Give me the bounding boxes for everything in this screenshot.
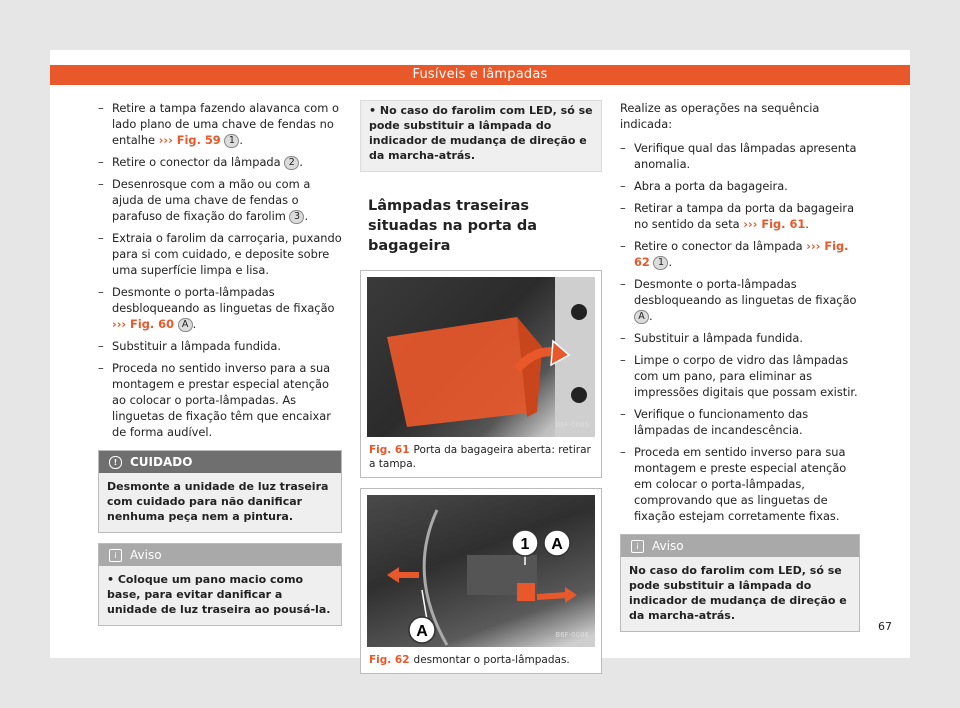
- caution-box: [98, 450, 342, 533]
- figure-caption: Fig. 62 desmontar o porta-lâmpadas.: [369, 654, 570, 666]
- section-title: Lâmpadas traseiras situadas na porta da bagageira: [368, 198, 538, 254]
- step-item: – Substituir a lâmpada fundida.: [98, 338, 342, 354]
- figure-caption: Fig. 61 Porta da bagageira aberta: retirar a tampa.: [369, 444, 591, 470]
- intro-text: Realize as operações na sequência indicada:: [620, 101, 820, 131]
- column-right: [620, 100, 860, 632]
- step-item: – Abra a porta da bagageira.: [620, 178, 860, 194]
- figure-link[interactable]: ››› Fig. 61: [743, 217, 806, 231]
- step-item: – Extraia o farolim da carroçaria, puxando para si com cuidado, e deposite sobre uma superfície limpa e lisa.: [98, 230, 342, 278]
- column-middle: [360, 100, 602, 684]
- page-number: 67: [878, 620, 892, 633]
- info-icon: i: [631, 540, 644, 553]
- caution-header: ! CUIDADO: [99, 451, 341, 473]
- callout-number: 1: [224, 134, 239, 148]
- callout-number: 1: [653, 256, 668, 270]
- callout-number: 3: [289, 210, 304, 224]
- tailgate-illustration: [367, 277, 595, 437]
- figure-link[interactable]: ››› Fig. 59: [158, 133, 221, 147]
- lamp-holder-photo: [367, 495, 595, 647]
- caution-text: Desmonte a unidade de luz traseira com cuidado para não danificar nenhuma peça nem a pintura.: [99, 473, 341, 532]
- step-list: [620, 140, 860, 524]
- step-item: – Proceda em sentido inverso para sua montagem e preste especial atenção em colocar o porta-lâmpadas, comprovando que as linguetas de fixação estejam corretamente fixas.: [620, 444, 860, 524]
- step-list: [98, 100, 342, 440]
- lamp-holder-illustration: [367, 495, 595, 647]
- callout-number: 2: [284, 156, 299, 170]
- step-item: – Verifique o funcionamento das lâmpadas de incandescência.: [620, 406, 860, 438]
- column-left: [98, 100, 342, 626]
- step-item: – Proceda no sentido inverso para a sua montagem e prestar especial atenção ao colocar o porta-lâmpadas. As linguetas de fixação têm que encaixar de forma audível.: [98, 360, 342, 440]
- notice-header: i Aviso: [621, 535, 859, 557]
- step-item: – Desmonte o porta-lâmpadas desbloqueando as linguetas de fixação ››› Fig. 60 A .: [98, 284, 342, 332]
- figure-link[interactable]: ››› Fig. 62: [634, 239, 849, 269]
- notice-text: • Coloque um pano macio como base, para evitar danificar a unidade de luz traseira ao pousá-la.: [99, 566, 341, 625]
- notice-box: [620, 534, 860, 632]
- step-item: – Verifique qual das lâmpadas apresenta anomalia.: [620, 140, 860, 172]
- callout-1: 1: [520, 536, 530, 553]
- notice-text: No caso do farolim com LED, só se pode substituir a lâmpada do indicador de mudança de direção e da marcha-atrás.: [621, 557, 859, 631]
- figure-code: B6F-0086: [555, 631, 589, 639]
- warning-icon: !: [109, 456, 122, 469]
- notice-header: i Aviso: [99, 544, 341, 566]
- callout-number: A: [178, 318, 193, 332]
- step-item: – Limpe o corpo de vidro das lâmpadas com um pano, para eliminar as impressões digitais que possam existir.: [620, 352, 860, 400]
- figure-link[interactable]: ››› Fig. 60: [112, 317, 175, 331]
- callout-a: A: [551, 536, 563, 553]
- notice-continuation: • No caso do farolim com LED, só se pode substituir a lâmpada do indicador de mudança de direção e da marcha-atrás.: [360, 100, 602, 172]
- step-item: – Retire a tampa fazendo alavanca com o lado plano de uma chave de fendas no entalhe ››› Fig. 59 1 .: [98, 100, 342, 148]
- page-header: Fusíveis e lâmpadas: [50, 65, 910, 85]
- callout-a: A: [416, 623, 428, 640]
- info-icon: i: [109, 549, 122, 562]
- step-item: – Substituir a lâmpada fundida.: [620, 330, 860, 346]
- step-item: – Retire o conector da lâmpada 2 .: [98, 154, 342, 170]
- step-item: – Retirar a tampa da porta da bagageira no sentido da seta ››› Fig. 61.: [620, 200, 860, 232]
- figure-61: [360, 270, 602, 478]
- step-item: – Desmonte o porta-lâmpadas desbloqueando as linguetas de fixação A .: [620, 276, 860, 324]
- step-item: – Retire o conector da lâmpada ››› Fig. 62 1 .: [620, 238, 860, 270]
- step-item: – Desenrosque com a mão ou com a ajuda de uma chave de fendas o parafuso de fixação do farolim 3 .: [98, 176, 342, 224]
- notice-box: [98, 543, 342, 626]
- figure-62: [360, 488, 602, 674]
- tailgate-photo: [367, 277, 595, 437]
- figure-code: B6F-0085: [555, 421, 589, 429]
- callout-number: A: [634, 310, 649, 324]
